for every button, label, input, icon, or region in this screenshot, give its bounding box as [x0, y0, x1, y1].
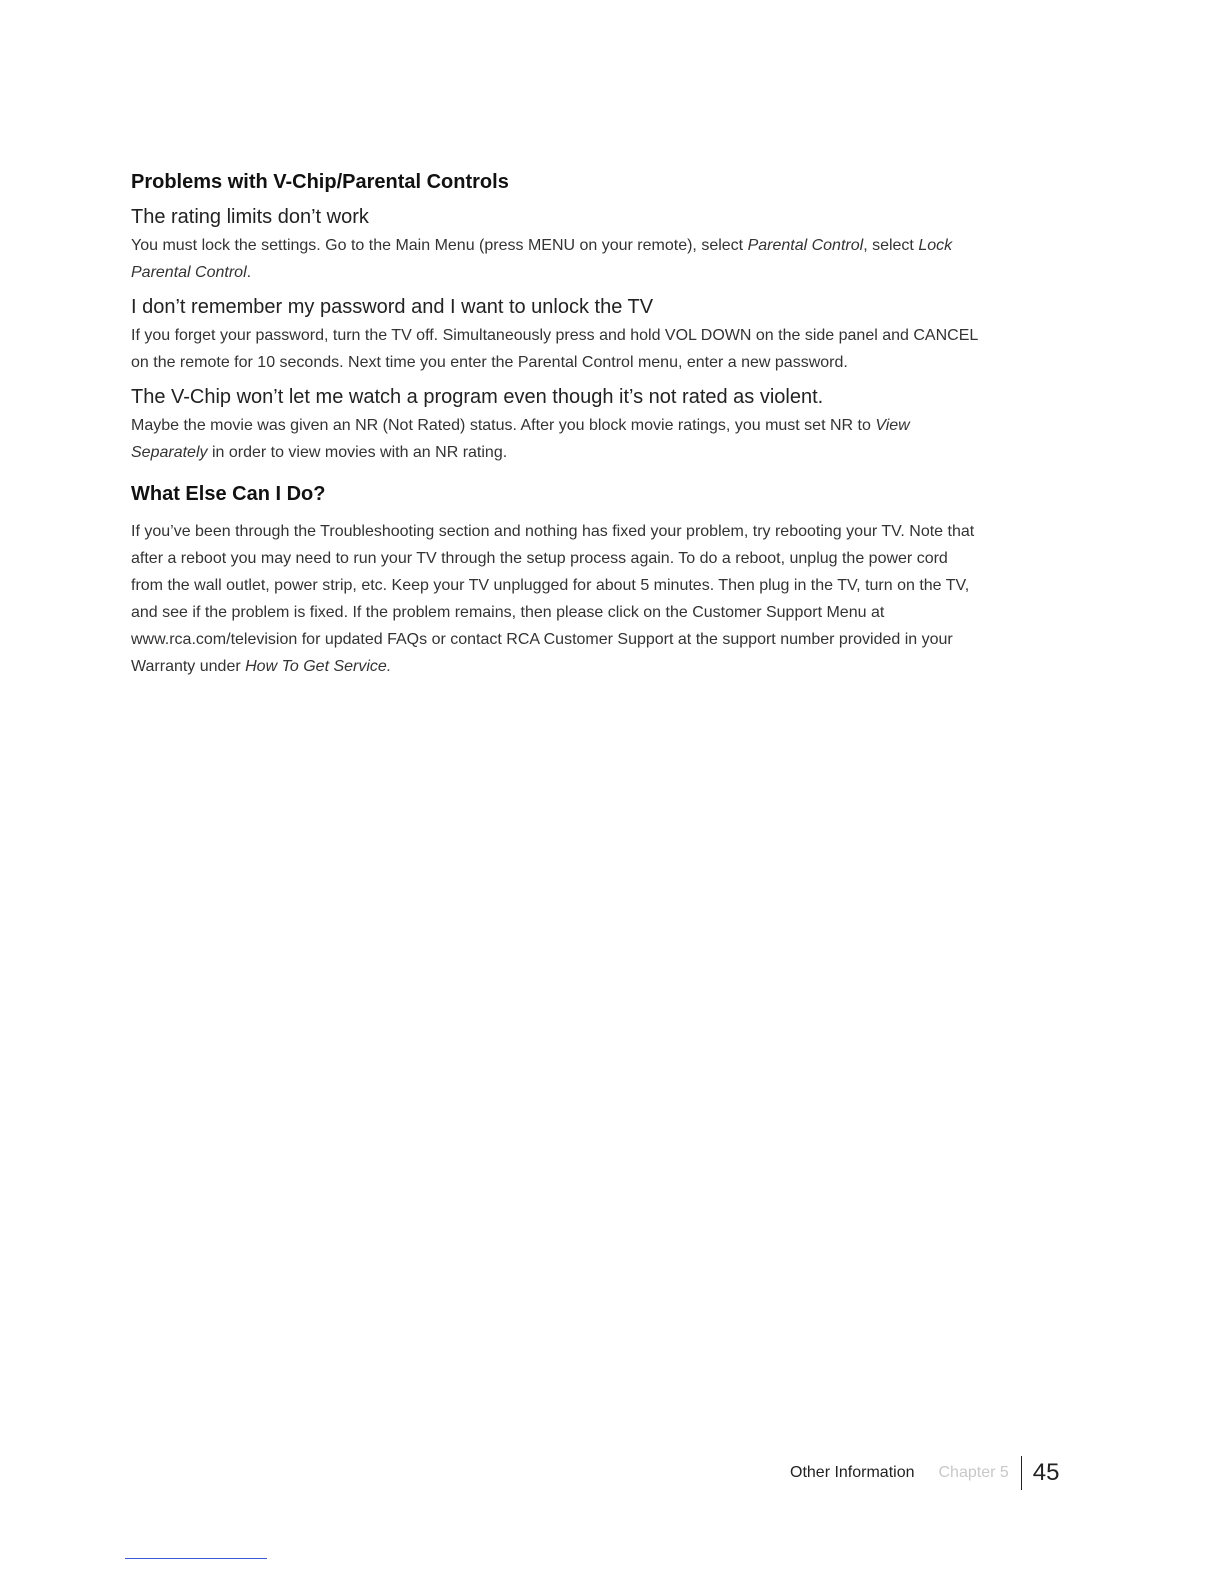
section-heading-vchip: Problems with V-Chip/Parental Controls — [131, 171, 509, 193]
page-number: 45 — [1032, 1459, 1060, 1486]
section-heading-what-else: What Else Can I Do? — [131, 483, 326, 505]
subheading-vchip-not-rated: The V-Chip won’t let me watch a program even though it’s not rated as violent. — [131, 386, 824, 408]
paragraph-rating-limits: You must lock the settings. Go to the Main Menu (press MENU on your remote), select Parental Control, select Lock Parental Control. — [131, 237, 953, 281]
subheading-password: I don’t remember my password and I want to unlock the TV — [131, 296, 654, 318]
paragraph-password: If you forget your password, turn the TV off. Simultaneously press and hold VOL DOWN on the side panel and CANCEL on the remote for 10 seconds. Next time you enter the Parental Control menu, enter a new password. — [131, 327, 978, 371]
page-footer — [790, 1455, 1059, 1491]
footer-divider — [1021, 1456, 1022, 1490]
footer-chapter-label: Chapter 5 — [938, 1464, 1009, 1481]
page-content — [131, 168, 981, 688]
paragraph-what-else: If you’ve been through the Troubleshooting section and nothing has fixed your problem, try rebooting your TV. Note that after a reboot you may need to run your TV through the setup process again. To do a reboot, unplug the power cord from the wall outlet, power strip, etc. Keep your TV unplugged for about 5 minutes. Then plug in the TV, turn on the TV, and see if the problem is fixed. If the problem remains, then please click on the Customer Support Menu at www.rca.com/television for updated FAQs or contact RCA Customer Support at the support number provided in your Warranty under How To Get Service. — [131, 523, 975, 675]
paragraph-vchip-not-rated: Maybe the movie was given an NR (Not Rated) status. After you block movie ratings, you must set NR to View Separately in order to view movies with an NR rating. — [131, 417, 910, 461]
bottom-rule — [125, 1558, 267, 1559]
subheading-rating-limits: The rating limits don’t work — [131, 206, 369, 228]
footer-section-label: Other Information — [790, 1464, 915, 1481]
